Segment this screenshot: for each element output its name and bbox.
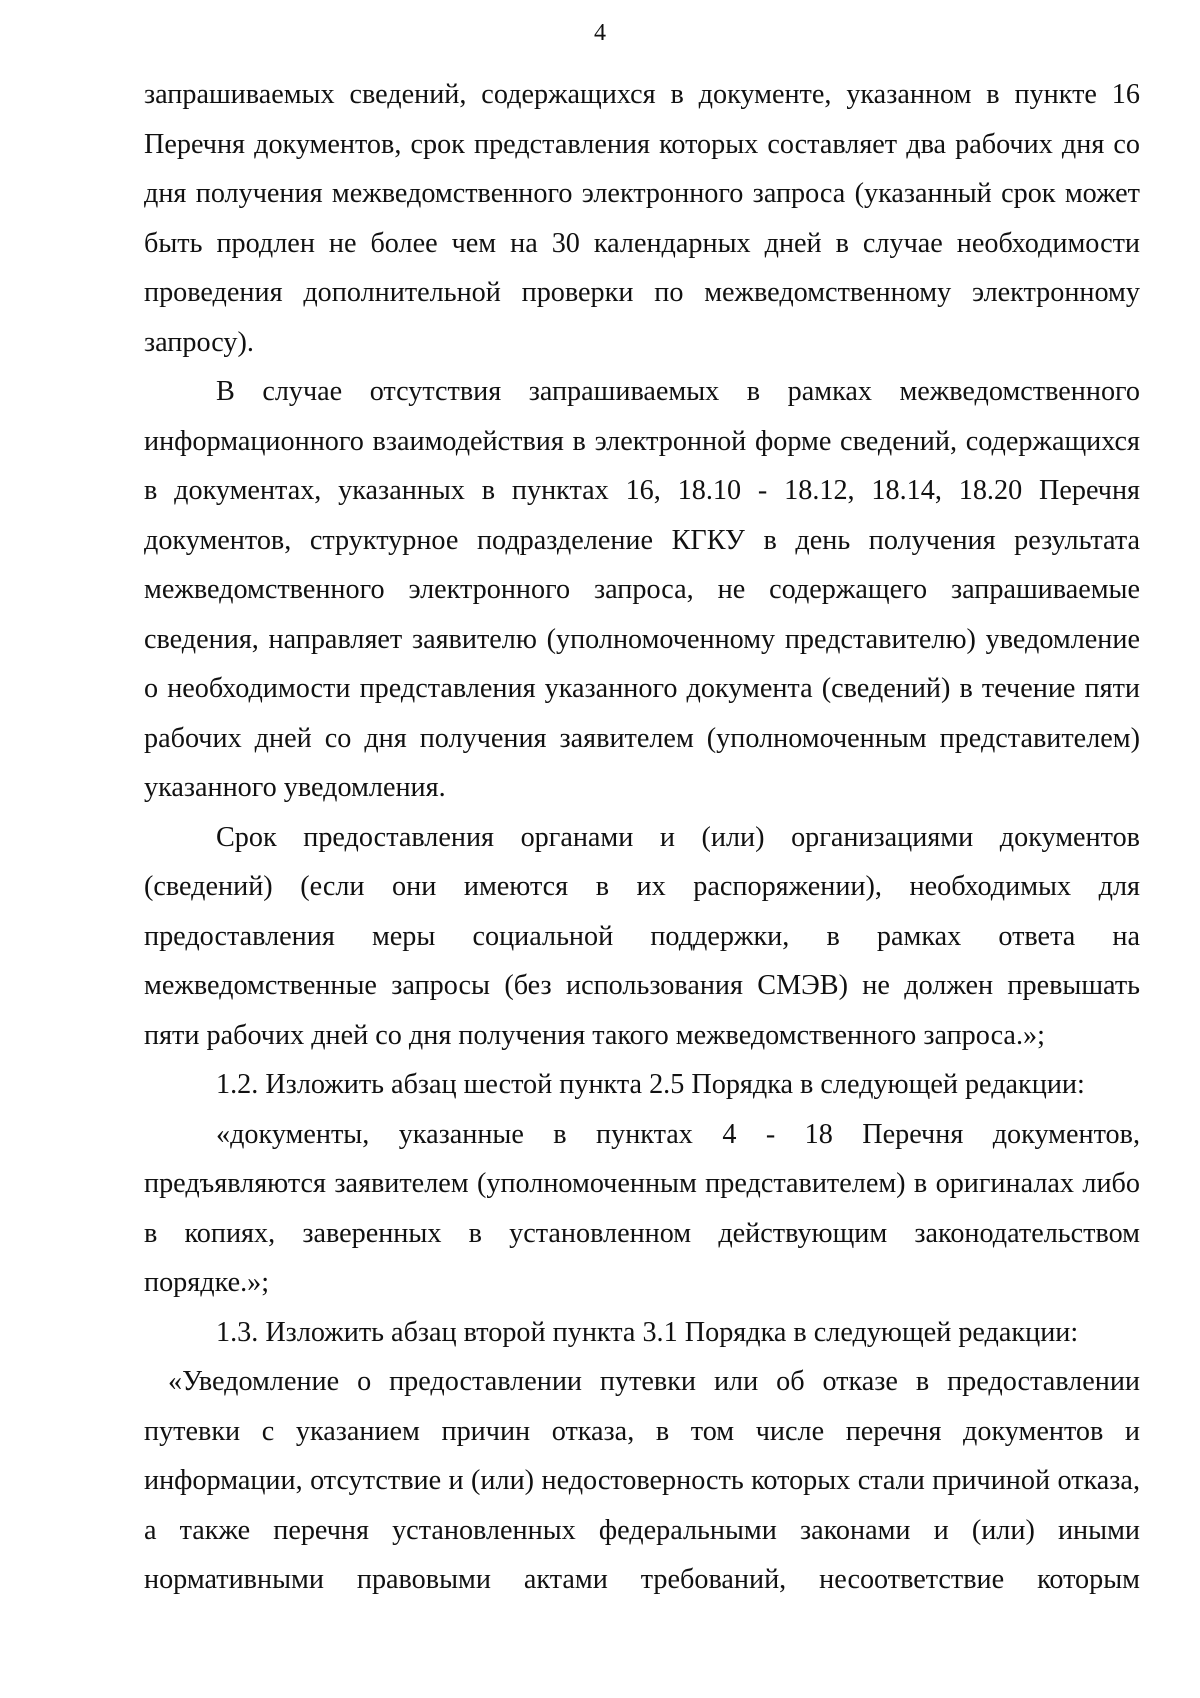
- paragraph-absence-of-data: В случае отсутствия запрашиваемых в рамках межведомственного информационного взаимодействия в электронной форме сведений, содержащихся в документах, указанных в пунктах 16, 18.10 - 18.12, 18.14, 18.20 Перечня документов, структурное подразделение КГКУ в день получения результата межведомственного электронного запроса, не содержащего запрашиваемые сведения, направляет заявителю (уполномоченному представителю) уведомление о необходимости представления указанного документа (сведений) в течение пяти рабочих дней со дня получения заявителем (уполномоченным представителем) указанного уведомления.: [144, 376, 1140, 803]
- page-number: 4: [594, 20, 606, 46]
- paragraph-continuation: запрашиваемых сведений, содержащихся в документе, указанном в пункте 16 Перечня документов, срок представления которых составляет два рабочих дня со дня получения межведомственного электронного запроса (указанный срок может быть продлен не более чем на 30 календарных дней в случае необходимости проведения дополнительной проверки по межведомственному электронному запросу).: [144, 79, 1140, 358]
- paragraph-item-1-2: 1.2. Изложить абзац шестой пункта 2.5 Порядка в следующей редакции:: [216, 1069, 1085, 1100]
- paragraph-documents-quote: «документы, указанные в пунктах 4 - 18 Перечня документов, предъявляются заявителем (уполномоченным представителем) в оригиналах либо в копиях, заверенных в установленном действующим законодательством порядке.»;: [144, 1118, 1140, 1298]
- paragraph-submission-term: Срок предоставления органами и (или) организациями документов (сведений) (если они имеются в их распоряжении), необходимых для предоставления меры социальной поддержки, в рамках ответа на межведомственные запросы (без использования СМЭВ) не должен превышать пяти рабочих дней со дня получения такого межведомственного запроса.»;: [144, 821, 1140, 1051]
- document-body: [144, 70, 1140, 1605]
- paragraph-item-1-3: 1.3. Изложить абзац второй пункта 3.1 Порядка в следующей редакции:: [216, 1316, 1079, 1348]
- paragraph-notification-quote: «Уведомление о предоставлении путевки или об отказе в предоставлении путевки с указанием причин отказа, в том числе перечня документов и информации, отсутствие и (или) недостоверность которых стали причиной отказа, а также перечня установленных федеральными законами и (или) иными нормативными правовыми актами требований, несоответствие которым: [144, 1366, 1140, 1595]
